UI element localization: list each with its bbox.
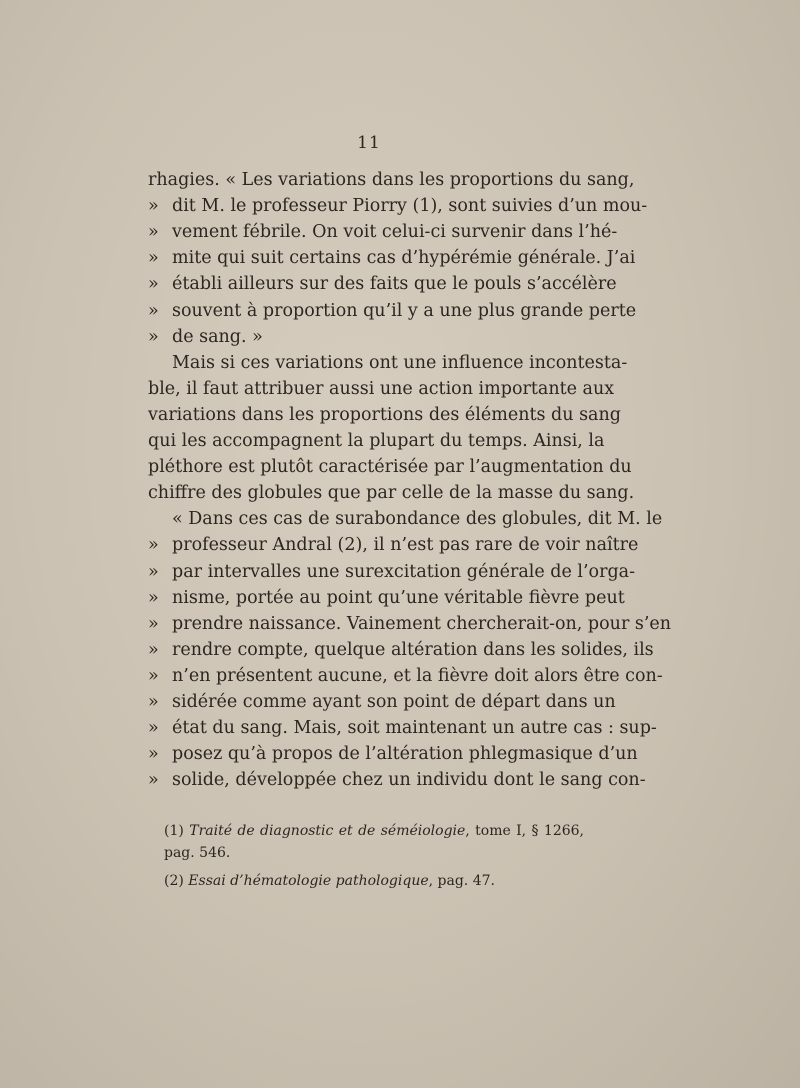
quote-mark: » — [148, 692, 159, 712]
line-text: « Dans ces cas de surabondance des globules, dit M. le — [172, 509, 663, 530]
text-line — [148, 663, 663, 689]
footnote-1-rest: , tome I, § 1266, — [465, 823, 585, 839]
text-line — [148, 167, 635, 193]
quote-mark: » — [148, 535, 159, 556]
quote-mark: » — [148, 613, 159, 634]
line-text: solide, développée chez un individu dont le sang con- — [172, 770, 646, 791]
text-line — [148, 585, 625, 611]
quote-mark: » — [148, 274, 159, 295]
quote-mark: » — [148, 665, 159, 686]
quote-mark: » — [148, 196, 159, 217]
footnote-2-rest: , pag. 47. — [428, 873, 495, 889]
footnote-1-title: Traité de diagnostic et de séméiologie — [189, 823, 466, 839]
footnote-2 — [164, 870, 584, 892]
text-line — [148, 193, 648, 219]
line-text: sidérée comme ayant son point de départ dans un — [172, 692, 616, 712]
quote-mark: » — [148, 587, 159, 608]
quote-mark: » — [148, 639, 159, 660]
line-text: par intervalles une surexcitation générale de l’orga- — [172, 561, 635, 582]
text-line — [148, 559, 635, 585]
text-line — [148, 376, 615, 402]
line-text: de sang. » — [172, 326, 263, 347]
line-text: variations dans les proportions des éléments du sang — [148, 404, 621, 425]
text-line — [148, 219, 618, 245]
text-line — [148, 454, 632, 480]
text-line — [148, 637, 654, 663]
line-text: chiffre des globules que par celle de la masse du sang. — [148, 483, 635, 504]
line-text: n’en présentent aucune, et la fièvre doit alors être con- — [172, 665, 663, 686]
text-line — [148, 350, 628, 376]
text-line — [148, 715, 657, 741]
text-line — [148, 532, 639, 558]
line-text: état du sang. Mais, soit maintenant un autre cas : sup- — [172, 718, 657, 739]
line-text: rendre compte, quelque altération dans les solides, ils — [172, 639, 654, 660]
text-line — [148, 767, 646, 793]
text-line — [148, 402, 621, 428]
text-line — [148, 480, 635, 506]
line-text: souvent à proportion qu’il y a une plus grande perte — [172, 300, 637, 321]
footnote-2-mark: (2) — [164, 873, 184, 889]
line-text: vement fébrile. On voit celui-ci survenir dans l’hé- — [172, 222, 618, 243]
text-line — [148, 611, 672, 637]
quote-mark: » — [148, 718, 159, 739]
footnote-1-continuation: pag. 546. — [164, 845, 231, 861]
line-text: mite qui suit certains cas d’hypérémie générale. J’ai — [172, 248, 636, 269]
line-text: établi ailleurs sur des faits que le pouls s’accélère — [172, 274, 617, 295]
quote-mark: » — [148, 561, 159, 582]
line-text: ble, il faut attribuer aussi une action importante aux — [148, 378, 615, 399]
quote-mark: » — [148, 770, 159, 791]
page-number: 11 — [357, 133, 381, 153]
quote-mark: » — [148, 248, 159, 269]
line-text: pléthore est plutôt caractérisée par l’augmentation du — [148, 457, 632, 478]
line-text: prendre naissance. Vainement chercherait-on, pour s’en — [172, 613, 672, 634]
text-line — [148, 298, 637, 324]
text-line — [148, 245, 636, 271]
text-line — [148, 324, 584, 350]
quote-mark: » — [148, 326, 159, 347]
footnote-1 — [164, 820, 584, 842]
quote-mark: » — [148, 744, 159, 765]
footnote-2-title: Essai d’hématologie pathologique — [188, 873, 429, 889]
line-text: Mais si ces variations ont une influence incontesta- — [172, 352, 628, 373]
text-line — [148, 506, 663, 532]
text-line — [148, 271, 617, 297]
line-text: posez qu’à propos de l’altération phlegmasique d’un — [172, 744, 638, 765]
footnote-1-mark: (1) — [164, 823, 184, 839]
quote-mark: » — [148, 222, 159, 243]
line-text: nisme, portée au point qu’une véritable fièvre peut — [172, 587, 625, 608]
line-text: professeur Andral (2), il n’est pas rare de voir naître — [172, 535, 639, 556]
text-line — [148, 741, 638, 767]
line-text: dit M. le professeur Piorry (1), sont suivies d’un mou- — [172, 196, 648, 217]
line-text: rhagies. « Les variations dans les proportions du sang, — [148, 170, 635, 190]
line-text: qui les accompagnent la plupart du temps. Ainsi, la — [148, 431, 605, 451]
text-line — [148, 689, 616, 715]
quote-mark: » — [148, 300, 159, 321]
text-line — [148, 428, 605, 454]
